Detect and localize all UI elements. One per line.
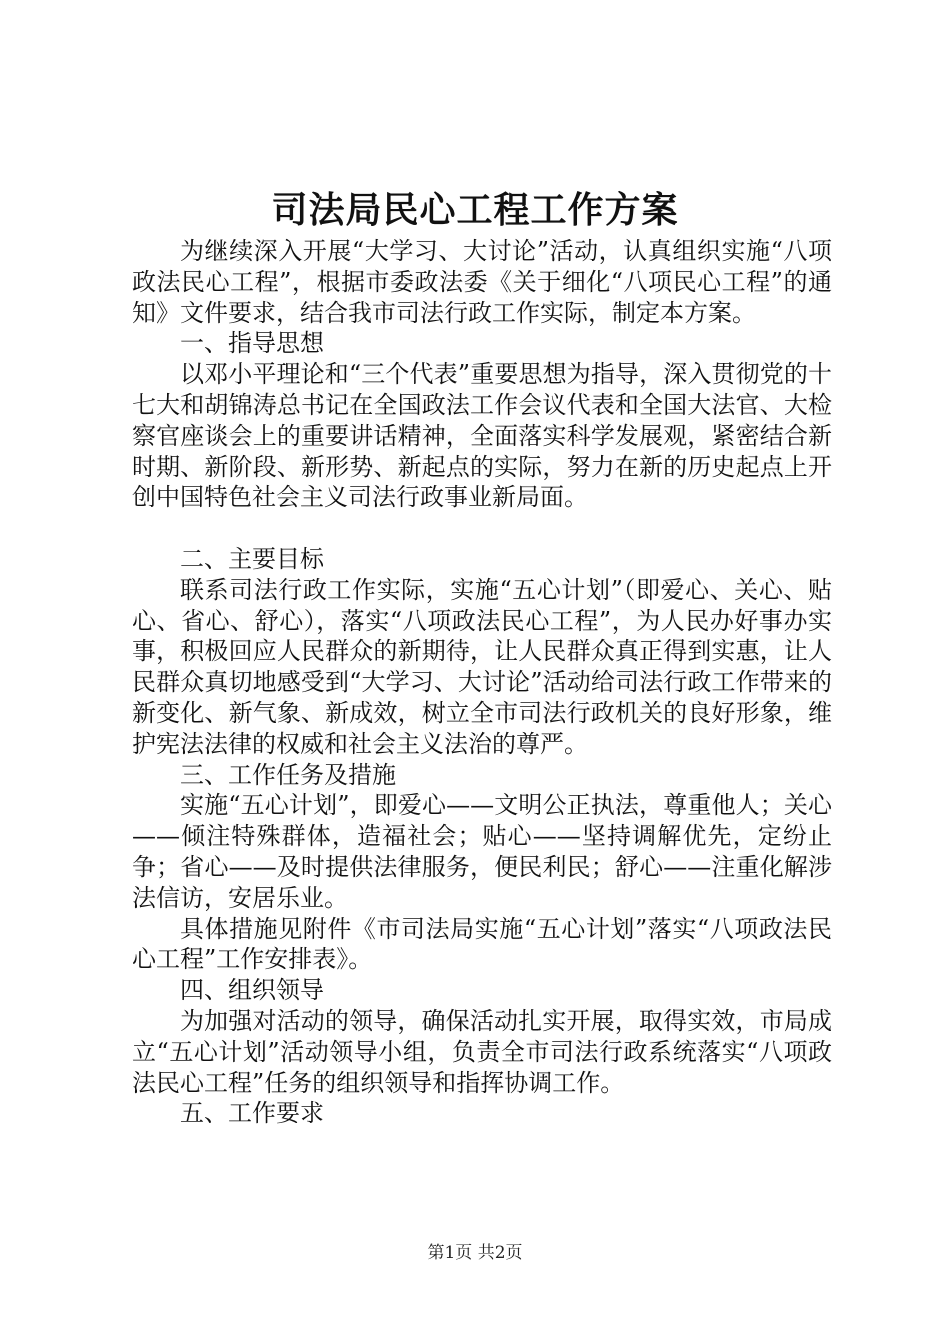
section-heading-work-requirements: 五、工作要求 [180, 1099, 324, 1128]
section-heading-guiding-ideology: 一、指导思想 [180, 329, 324, 358]
main-goals-paragraph: 联系司法行政工作实际，实施“五心计划”（即爱心、关心、贴心、省心、舒心），落实“八项政法民心工程”，为人民办好事办实事，积极回应人民群众的新期待，让人民群众真正得到实惠，让人民群众真切地感受到“大学习、大讨论”活动给司法行政工作带来的新变化、新气象、新成效，树立全市司法行政机关的良好形象，维护宪法法律的权威和社会主义法治的尊严。 [132, 575, 832, 758]
paragraph-spacer [132, 513, 832, 544]
tasks-paragraph: 实施“五心计划”，即爱心——文明公正执法，尊重他人；关心——倾注特殊群体，造福社会；贴心——坚持调解优先，定纷止争；省心——及时提供法律服务，便民利民；舒心——注重化解涉法信访，安居乐业。 [132, 791, 832, 912]
document-title: 司法局民心工程工作方案 [271, 189, 679, 231]
section-heading-organization: 四、组织领导 [180, 976, 324, 1005]
intro-paragraph: 为继续深入开展“大学习、大讨论”活动，认真组织实施“八项政法民心工程”，根据市委政法委《关于细化“八项民心工程”的通知》文件要求，结合我市司法行政工作实际，制定本方案。 [132, 237, 832, 327]
measures-paragraph: 具体措施见附件《市司法局实施“五心计划”落实“八项政法民心工程”工作安排表》。 [132, 914, 832, 974]
document-body [132, 236, 832, 1129]
organization-paragraph: 为加强对活动的领导，确保活动扎实开展，取得实效，市局成立“五心计划”活动领导小组，负责全市司法行政系统落实“八项政法民心工程”任务的组织领导和指挥协调工作。 [132, 1006, 832, 1097]
section-heading-tasks-measures: 三、工作任务及措施 [180, 760, 396, 789]
section-heading-main-goals: 二、主要目标 [180, 544, 324, 573]
guiding-ideology-paragraph: 以邓小平理论和“三个代表”重要思想为指导，深入贯彻党的十七大和胡锦涛总书记在全国政法工作会议代表和全国大法官、大检察官座谈会上的重要讲话精神，全面落实科学发展观，紧密结合新时期、新阶段、新形势、新起点的实际，努力在新的历史起点上开创中国特色社会主义司法行政事业新局面。 [132, 360, 832, 512]
page-indicator: 第1页 共2页 [427, 1243, 523, 1263]
